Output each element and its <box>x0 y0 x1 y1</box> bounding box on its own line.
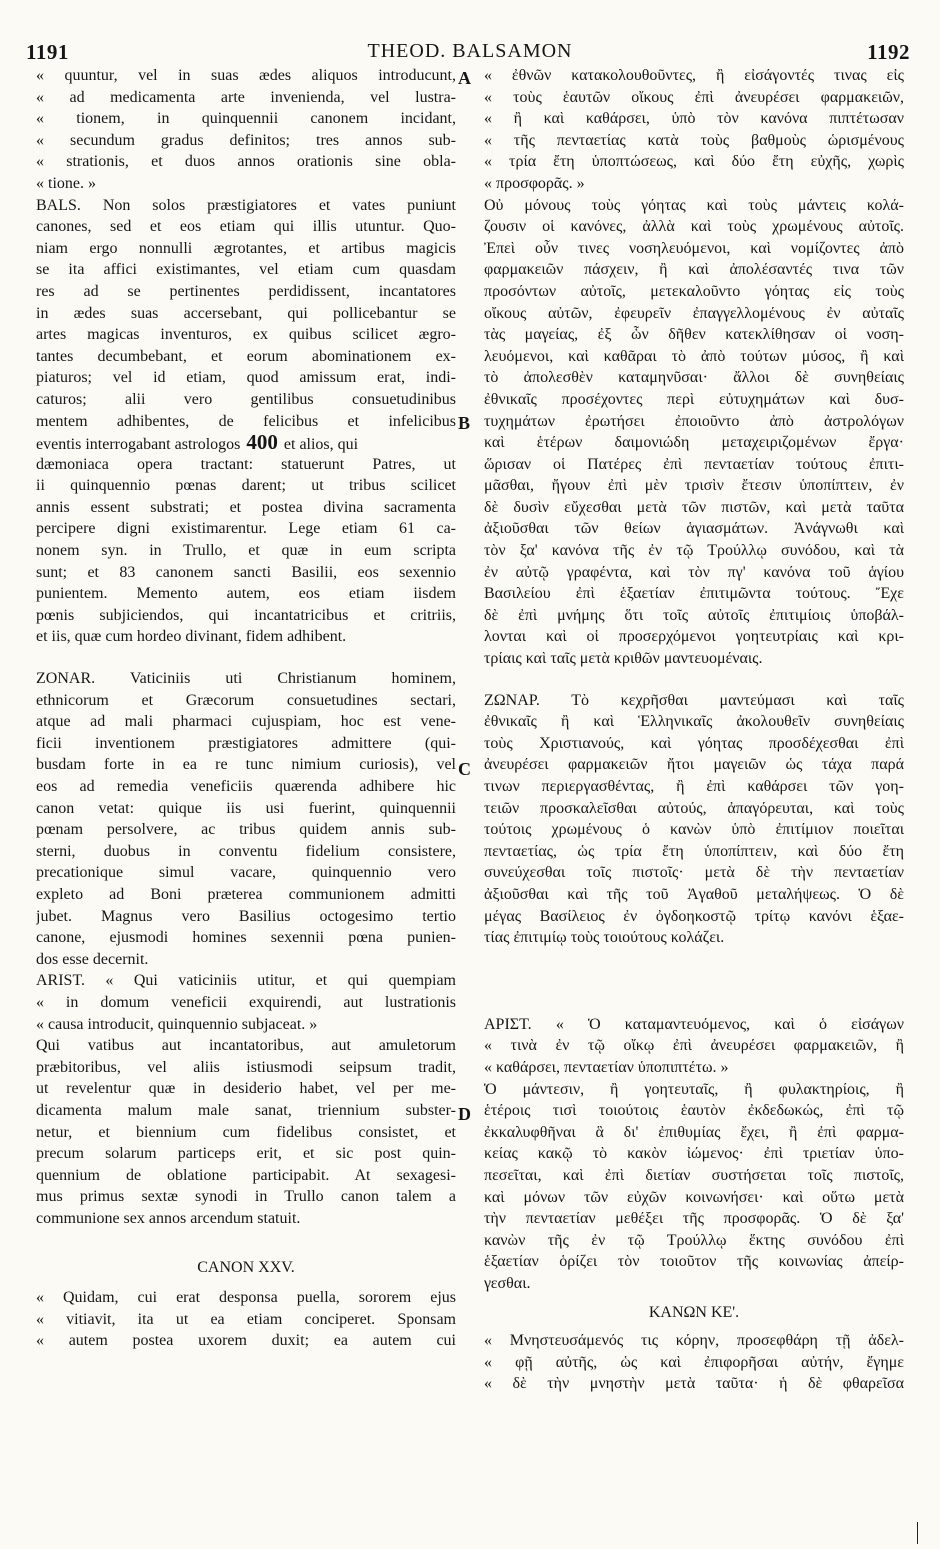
text-line: sterni, duobus in conventu fidelium consistere, <box>36 842 456 860</box>
text-line: piaturos; vel id etiam, quod amissum erat, indi- <box>36 369 456 387</box>
text-line: « ἐθνῶν κατακολουθοῦντες, ἢ εἰσάγοντές τινας εἰς <box>484 67 904 84</box>
text-line: punientem. Memento autem, eos etiam iisdem <box>36 585 456 603</box>
text-line: ARIST. « Qui vaticiniis utitur, et qui quempiam <box>36 972 456 990</box>
text-line: « causa introducit, quinquennio subjaceat. » <box>36 1015 318 1033</box>
text-line: Οὐ μόνους τοὺς γόητας καὶ τοὺς μάντεις κολά- <box>484 196 904 214</box>
text-line-with-number <box>36 432 456 454</box>
greek-column <box>484 65 904 1395</box>
text-segment: et alios, qui <box>283 436 359 454</box>
text-line: τὰς μαγείας, ἐξ ὧν δῆθεν κατεκλίθησαν οἱ νοση- <box>484 326 904 344</box>
text-line: λευόμενοι, καὶ καθᾶραι τὸ ἀπὸ τούτων μύσος, ἢ καὶ <box>484 347 904 365</box>
latin-column <box>36 65 456 1352</box>
text-line: κείας κακῷ τὸ κακὸν ἰώμενος· ἐπὶ τριετίαν ὑπο- <box>484 1145 904 1163</box>
text-line: « quuntur, vel in suas ædes aliquos introducunt, <box>36 67 456 84</box>
text-line: mentem adhibentes, de felicibus et infelicibus <box>36 412 456 430</box>
text-line: netur, et biennium cum fidelibus consistet, et <box>36 1123 456 1141</box>
text-line: τίας ἐπιτιμίῳ τοὺς τοιούτους κολάζει. <box>484 929 725 947</box>
text-line: « Quidam, cui erat desponsa puella, sororem ejus <box>36 1289 456 1307</box>
greek-aristenus-summary <box>484 1014 904 1079</box>
text-line: « ἢ καὶ καθάρσει, ὑπὸ τὸν κανόνα πιπτέτωσαν <box>484 110 904 128</box>
text-line: dæmoniaca opera tractant: statuerunt Patres, ut <box>36 455 456 473</box>
latin-aristenus-summary <box>36 970 456 1035</box>
text-line: res ad se pertinentes perdidissent, incantatores <box>36 282 456 300</box>
edge-mark <box>917 1522 918 1544</box>
text-line: γεσθαι. <box>484 1274 531 1292</box>
text-line: ἐν αὐτῷ γραφέντα, καὶ τὸν πγ' κανόνα τοῦ ἁγίου <box>484 563 904 581</box>
inline-page-number: 400 <box>246 432 278 454</box>
running-title: THEOD. BALSAMON <box>367 40 573 62</box>
text-line: sunt; et 83 canonem sancti Basilii, eos sexennio <box>36 563 456 581</box>
page-number-left: 1191 <box>26 40 69 64</box>
text-line: communione sex annos arcendum statuit. <box>36 1209 301 1227</box>
latin-canon-ending <box>36 65 456 195</box>
margin-letter-b: B <box>458 413 471 433</box>
text-line: ΖΩΝΑΡ. Τὸ κεχρῆσθαι μαντεύμασι καὶ ταῖς <box>484 691 904 709</box>
margin-letter-a: A <box>458 68 471 88</box>
text-line: μέγας Βασίλειος ἐν ὀγδοηκοστῷ τρίτῳ κανόνι ἑξαε- <box>484 907 904 925</box>
text-line: quennium de oblatione participabit. At sexagesi- <box>36 1166 456 1184</box>
text-line: ἐκκαλυφθῆναι ἃ δι' ἐπιθυμίας ἔχει, ἢ ἐπὶ φαρμα- <box>484 1123 904 1141</box>
text-line: « autem postea uxorem duxit; ea autem cui <box>36 1332 456 1350</box>
text-line: « τοὺς ἑαυτῶν οἴκους ἐπὶ ἀνευρέσει φαρμακειῶν, <box>484 88 904 106</box>
text-line: « δὲ τὴν μνηστὴν μετὰ ταῦτα· ἡ δὲ φθαρεῖσα <box>484 1375 904 1393</box>
text-line: se ita affici existimantes, vel etiam cum quasdam <box>36 261 456 279</box>
text-line: « προσφορᾶς. » <box>484 174 585 192</box>
text-line: « φῇ αὐτῆς, ὡς καὶ ἐπιφορῆσαι αὐτήν, ἔγημε <box>484 1353 904 1371</box>
text-line: mus primus sextæ synodi in Trullo canon talem a <box>36 1188 456 1206</box>
text-line: ZONAR. Vaticiniis uti Christianum hominem, <box>36 670 456 688</box>
margin-letter-c: C <box>458 759 471 779</box>
text-line: ΑΡΙΣΤ. « Ὁ καταμαντευόμενος, καὶ ὁ εἰσάγων <box>484 1015 904 1033</box>
latin-balsamon-commentary <box>36 195 456 648</box>
text-line: « τινὰ ἐν τῷ οἴκῳ ἐπὶ ἀνευρέσει φαρμακειῶν, ἢ <box>484 1037 904 1055</box>
latin-canon-xxv-text <box>36 1287 456 1352</box>
text-line: τὴν πενταετίαν μεθέξει τῆς προσφορᾶς. Ὁ δὲ ξα' <box>484 1210 904 1228</box>
page-number-right: 1192 <box>867 40 910 64</box>
text-line: « vitiavit, ita ut ea etiam conciperet. Sponsam <box>36 1310 456 1328</box>
text-line: τὸν ξα' κανόνα τῆς ἐν τῷ Τρούλλῳ συνόδου, καὶ τὰ <box>484 542 904 560</box>
text-line: canones, sed et eos etiam qui illis utuntur. Quo- <box>36 218 456 236</box>
text-line: « tione. » <box>36 174 96 192</box>
text-line: φαρμακειῶν πάσχειν, ἢ καὶ ἀπολέσαντές τινα τῶν <box>484 261 904 279</box>
greek-aristenus-commentary <box>484 1079 904 1295</box>
text-line: precum solarum particeps erit, et sic post quin- <box>36 1145 456 1163</box>
text-line: τοὺς Χριστιανούς, καὶ γόητας προσδέχεσθαι ἐπὶ <box>484 734 904 752</box>
text-line: canon vetat: quique iis usi fuerint, quinquennii <box>36 799 456 817</box>
text-line: ἑτέροις τισὶ τοιούτοις ἑαυτὸν ἐκδεδωκώς, ἐπὶ τῷ <box>484 1102 904 1120</box>
canon-heading-latin: CANON XXV. <box>197 1259 295 1277</box>
text-line: pœnam persolvere, ac tribus quidem annis sub- <box>36 821 456 839</box>
text-line: καὶ μόνων τῶν εὐχῶν κοινωνήσει· καὶ οὕτω μετὰ <box>484 1188 904 1206</box>
text-line: nonem syn. in Trullo, et quæ in eum scripta <box>36 542 456 560</box>
text-line: « tionem, in quinquennii canonem incidant, <box>36 110 456 128</box>
text-line: precationique simul vacare, quinquennio vero <box>36 864 456 882</box>
text-line: pœnis subjiciendos, qui incantatricibus et critriis, <box>36 606 456 624</box>
text-line: λονται καὶ οἱ προσερχόμενοι γοητευτρίαις καὶ κρι- <box>484 628 904 646</box>
text-line: πεσεῖται, καὶ ἐπὶ διετίαν συστήσεται τοῖς πιστοῖς, <box>484 1166 904 1184</box>
text-line: niam ergo nonnulli ægrotantes, et artibus magicis <box>36 239 456 257</box>
greek-canon-ke-text <box>484 1330 904 1395</box>
text-line: προσόντων αὐτοῖς, μετεκαλοῦντο γόητας εἰς τοὺς <box>484 282 904 300</box>
text-line: « strationis, et duos annos orationis sine obla- <box>36 153 456 171</box>
text-line: Qui vatibus aut incantatoribus, aut amuletorum <box>36 1037 456 1055</box>
text-line: in ædes suas accersebant, qui pollicebantur se <box>36 304 456 322</box>
text-line: percipere digni existimarentur. Lege etiam 61 ca- <box>36 520 456 538</box>
greek-canon-ending <box>484 65 904 195</box>
text-line: ut revelentur quæ in desiderio habet, vel per me- <box>36 1080 456 1098</box>
margin-letter-d: D <box>458 1104 471 1124</box>
text-line: πενταετίας, ὡς τρία ἔτη ὑποπίπτειν, καὶ δύο ἔτη <box>484 842 904 860</box>
text-line: « τῆς πενταετίας κατὰ τοὺς βαθμοὺς ὡρισμένους <box>484 131 904 149</box>
text-line: τούτοις χρωμένους ὁ κανὼν ὑπὸ ἐπιτίμιον ποιεῖται <box>484 821 904 839</box>
text-line: expleto ad Boni præterea communionem admitti <box>36 885 456 903</box>
text-line: jubet. Magnus vero Basilius octogesimo tertio <box>36 907 456 925</box>
text-line: οἴκους αὐτῶν, ἐφευρεῖν ἐπαγγελλομένους ἐν αὐταῖς <box>484 304 904 322</box>
text-line: τυχημάτων ἐρωτήσει ἐποιοῦντο ἀπὸ ἀστρολόγων <box>484 412 904 430</box>
text-line: atque ad mali pharmaci cujuspiam, hoc est vene- <box>36 713 456 731</box>
latin-zonaras-commentary <box>36 668 456 970</box>
text-line: ἀνευρέσει φαρμακειῶν ἤτοι μαγειῶν ὡς τάχα παρά <box>484 756 904 774</box>
text-line: ἐθνικαῖς προσέχοντες περὶ εὐτυχημάτων καὶ δυσ- <box>484 390 904 408</box>
text-line: ἀξιοῦσθαι καὶ τῆς τοῦ Ἀγαθοῦ μεταλήψεως. Ὁ δὲ <box>484 885 904 903</box>
text-line: ethnicorum et Græcorum consuetudines sectari, <box>36 691 456 709</box>
text-line: ἑξαετίαν ὁρίζει τὸν τοιοῦτον τῆς κοινωνίας ἀπείρ- <box>484 1253 904 1271</box>
text-line: μᾶσθαι, ἤγουν ἐπὶ μὲν τρισὶν ἔτεσιν ὑποπίπτειν, ἐν <box>484 477 904 495</box>
text-line: συνεύχεσθαι τοῖς πιστοῖς· μετὰ δὲ τὴν πενταετίαν <box>484 864 904 882</box>
text-line: τρίαις καὶ ταῖς μετὰ κριθῶν μαντευομέναις. <box>484 650 763 668</box>
text-line: κανὼν τῆς ἐν τῷ Τρούλλῳ ἕκτης συνόδου ἐπὶ <box>484 1231 904 1249</box>
text-line: dos esse decernit. <box>36 950 149 968</box>
text-line: præbitoribus, vel aliis istiusmodi seipsum tradit, <box>36 1058 456 1076</box>
text-line: et iis, quæ cum hordeo divinant, fidem adhibent. <box>36 628 347 646</box>
text-line: tantes decumbebant, et eorum abominationem ex- <box>36 347 456 365</box>
text-line: dicamenta malum male sanat, triennium subster- <box>36 1101 456 1119</box>
text-line: « ad medicamenta arte invenienda, vel lustra- <box>36 88 456 106</box>
text-line: δὲ ἐπὶ μνήμης ὅτι τοῖς αὐτοῖς ἐπιτιμίοις ὑποβάλ- <box>484 606 904 624</box>
text-line: Ἐπεὶ οὖν τινες νοσηλευόμενοι, καὶ νομίζοντες ἀπὸ <box>484 239 904 257</box>
text-line: καὶ ἑτέρων δαιμονιώδη μεταχειριζομένων ἔργα· <box>484 434 904 452</box>
greek-balsamon-commentary <box>484 195 904 670</box>
text-line: ἀξιοῦσθαι τῶν θείων ἁγιασμάτων. Ἀνάγνωθι καὶ <box>484 520 904 538</box>
text-line: « in domum veneficii exquirendi, aut lustrationis <box>36 993 456 1011</box>
text-line: canone, ejusmodi homines sexennii pœna punien- <box>36 929 456 947</box>
text-line: caturos; alii vero gentilibus consuetudinibus <box>36 390 456 408</box>
text-line: τὸ ἀπολεσθὲν καταμηνῦσαι· ἄλλοι δὲ συνηθείαις <box>484 369 904 387</box>
latin-aristenus-commentary <box>36 1035 456 1229</box>
text-line: ζουσιν οἱ κανόνες, ἀλλὰ καὶ τοὺς χρωμένους αὐτοῖς. <box>484 218 904 236</box>
text-line: ἐθνικαῖς ἢ καὶ Ἑλληνικαῖς ἀκολουθεῖν συνηθείαις <box>484 713 904 731</box>
text-line: busdam forte in ea re tunc nimium curiosis), vel <box>36 756 456 774</box>
text-line: « secundum gradus definitos; tres annos sub- <box>36 131 456 149</box>
text-line: δὲ δυσὶν εὔχεσθαι μετὰ τῶν πιστῶν, καὶ μετὰ ταῦτα <box>484 498 904 516</box>
greek-zonaras-commentary <box>484 690 904 949</box>
text-line: annis essent substrati; et postea divina sacramenta <box>36 498 456 516</box>
text-line: eos ad remedia veneficiis quærenda adhibere hic <box>36 778 456 795</box>
text-line: Ὁ μάντεσιν, ἢ γοητευταῖς, ἢ φυλακτηρίοις, ἢ <box>484 1080 904 1098</box>
canon-heading-greek: ΚΑΝΩΝ ΚΕ'. <box>648 1304 740 1322</box>
text-line: τινων περιεργασθέντας, ἢ ἐπὶ καθάρσει τῶν γοη- <box>484 778 904 795</box>
text-line: ὥρισαν οἱ Πατέρες ἐπὶ πενταετίαν τούτους ἐπιτι- <box>484 455 904 473</box>
text-segment: eventis interrogabant astrologos <box>36 436 241 454</box>
text-line: artes magicas inventuros, ex quibus scilicet ægro- <box>36 326 456 344</box>
text-line: ficii inventionem præstigiatores admittere (qui- <box>36 734 456 752</box>
text-line: ii quinquennio pœnas darent; ut tribus scilicet <box>36 477 456 495</box>
text-line: Βασιλείου ἐπὶ ἑξαετίαν ἐπιτιμῶντα τούτους. Ἔχε <box>484 585 904 603</box>
text-line: « Μνηστευσάμενός τις κόρην, προσεφθάρη τῇ ἀδελ- <box>484 1332 904 1350</box>
text-line: BALS. Non solos præstigiatores et vates puniunt <box>36 196 456 214</box>
text-line: « καθάρσει, πενταετίαν ὑποπιπτέτω. » <box>484 1058 729 1076</box>
text-line: « τρία ἔτη ὑποπτώσεως, καὶ δύο ἔτη εὐχῆς, χωρὶς <box>484 153 904 171</box>
text-line: τειῶν προσκαλεῖσθαι αὐτούς, ἀπαγόρευται, καὶ τοὺς <box>484 799 904 817</box>
